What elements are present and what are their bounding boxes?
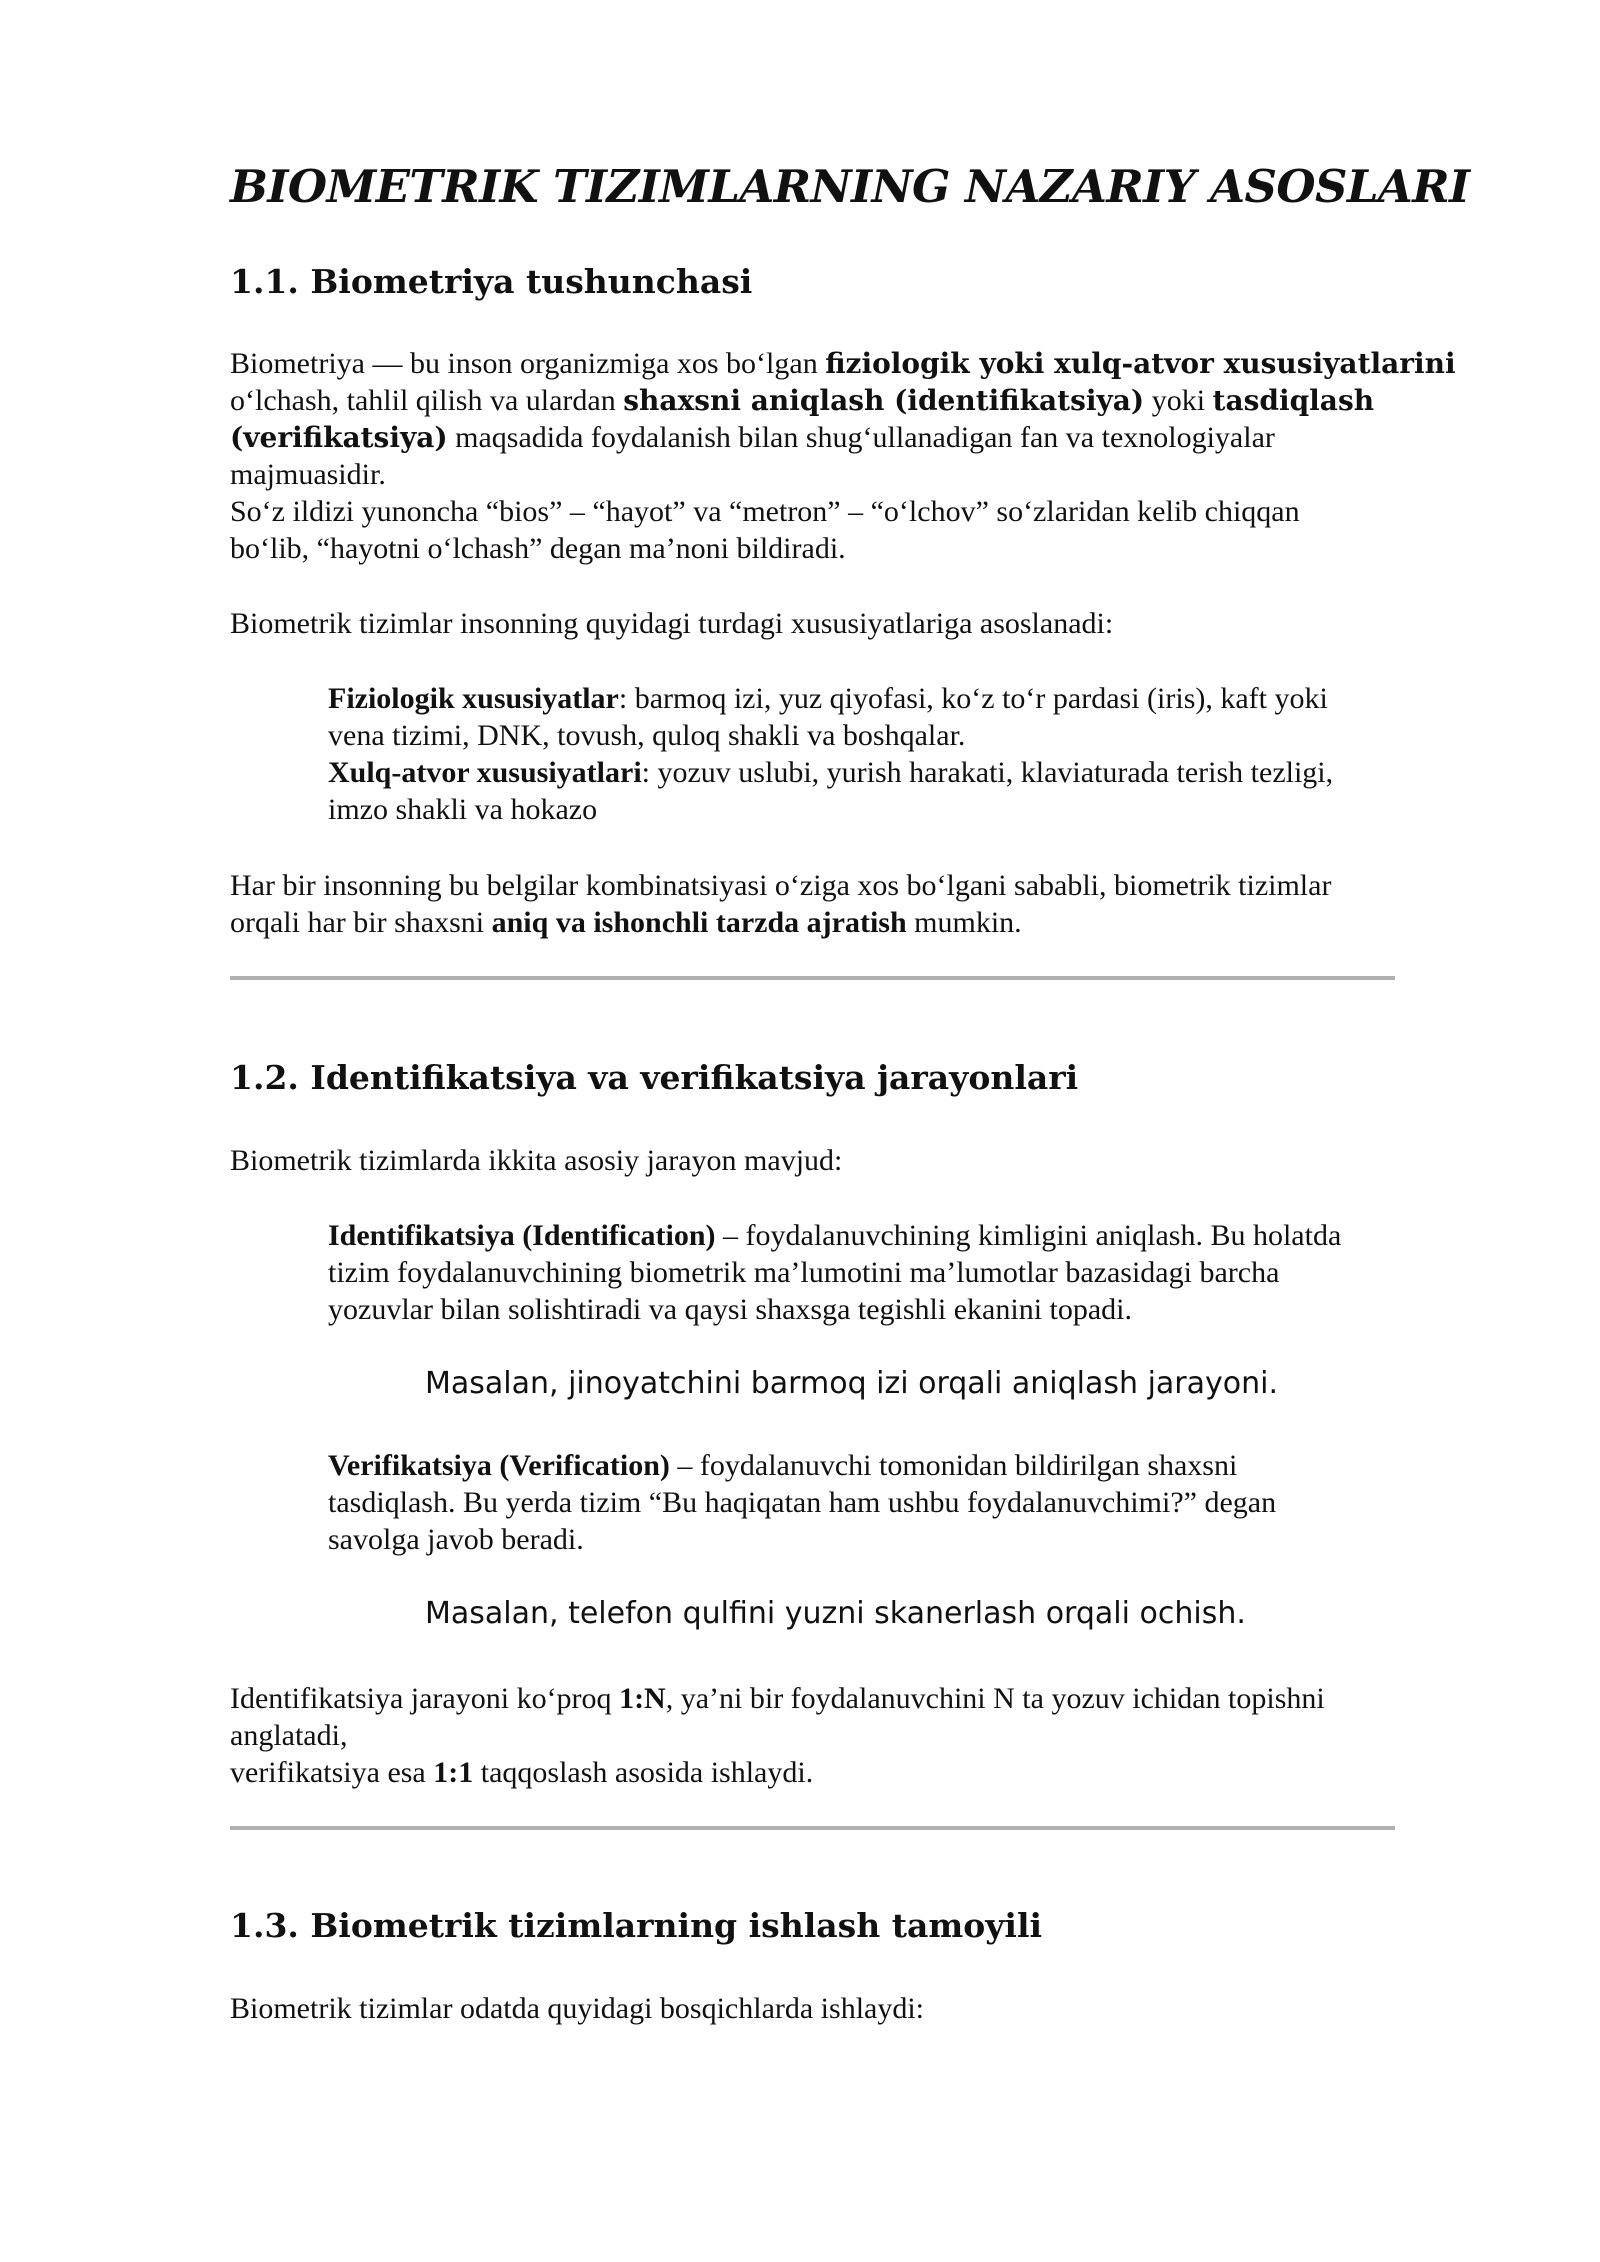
verification-line-1 xyxy=(328,1447,1237,1484)
text-run: – foydalanuvchining kimligini aniqlash. Bu holatda xyxy=(715,1219,1342,1252)
paragraph-etymology-line-1: So‘z ildizi yunoncha “bios” – “hayot” va “metron” – “o‘lchov” so‘zlaridan kelib chiqqan xyxy=(230,495,1300,528)
section-heading-1-2: 1.2. Identifikatsiya va verifikatsiya jarayonlari xyxy=(230,1058,1079,1097)
list-item-behavioral-line-1 xyxy=(328,754,1333,791)
section-heading-1-1: 1.1. Biometriya tushunchasi xyxy=(230,262,753,301)
bold-term: fiziologik yoki xulq-atvor xususiyatlarini xyxy=(825,347,1456,380)
horizontal-divider xyxy=(230,976,1395,980)
identification-line-2: tizim foydalanuvchining biometrik ma’lumotini ma’lumotlar bazasidagi barcha xyxy=(328,1256,1280,1289)
bold-term: (verifikatsiya) xyxy=(230,421,448,454)
document-title: BIOMETRIK TIZIMLARNING NAZARIY ASOSLARI xyxy=(230,160,1470,213)
text-run: Biometriya — bu inson organizmiga xos bo‘lgan xyxy=(230,347,826,380)
paragraph-uniqueness-line-1: Har bir insonning bu belgilar kombinatsiyasi o‘ziga xos bo‘lgani sababli, biometrik tizimlar xyxy=(230,869,1332,902)
verification-line-3: savolga javob beradi. xyxy=(328,1523,584,1556)
paragraph-stages-intro: Biometrik tizimlar odatda quyidagi bosqichlarda ishlaydi: xyxy=(230,1992,925,2025)
text-run: yoki xyxy=(1144,384,1213,417)
bold-term: 1:1 xyxy=(433,1756,474,1789)
summary-line-3 xyxy=(230,1754,813,1791)
paragraph-definition-line-4: majmuasidir. xyxy=(230,458,386,491)
bold-term: Verifikatsiya (Verification) xyxy=(328,1449,670,1482)
bold-term: Fiziologik xususiyatlar xyxy=(328,682,619,715)
paragraph-definition-line-2 xyxy=(230,382,1374,419)
text-run: , ya’ni bir foydalanuvchini N ta yozuv ichidan topishni xyxy=(665,1682,1325,1715)
paragraph-processes-intro: Biometrik tizimlarda ikkita asosiy jarayon mavjud: xyxy=(230,1144,843,1177)
verification-example: Masalan, telefon qulfini yuzni skanerlash orqali ochish. xyxy=(425,1596,1246,1631)
text-run: : yozuv uslubi, yurish harakati, klaviaturada terish tezligi, xyxy=(641,756,1334,789)
horizontal-divider xyxy=(230,1826,1395,1830)
bold-term: Identifikatsiya (Identification) xyxy=(328,1219,716,1252)
verification-line-2: tasdiqlash. Bu yerda tizim “Bu haqiqatan ham ushbu foydalanuvchimi?” degan xyxy=(328,1486,1277,1519)
text-run: maqsadida foydalanish bilan shug‘ullanadigan fan va texnologiyalar xyxy=(447,421,1275,454)
section-heading-1-3: 1.3. Biometrik tizimlarning ishlash tamoyili xyxy=(230,1906,1043,1945)
paragraph-uniqueness-line-2 xyxy=(230,904,1022,941)
bold-term: tasdiqlash xyxy=(1212,384,1375,417)
paragraph-etymology-line-2: bo‘lib, “hayotni o‘lchash” degan ma’noni bildiradi. xyxy=(230,532,846,565)
paragraph-definition-line-3 xyxy=(230,419,1275,456)
list-item-physiological-line-2: vena tizimi, DNK, tovush, quloq shakli va boshqalar. xyxy=(328,719,966,752)
text-run: verifikatsiya esa xyxy=(230,1756,434,1789)
text-run: – foydalanuvchi tomonidan bildirilgan shaxsni xyxy=(669,1449,1238,1482)
identification-line-1 xyxy=(328,1217,1341,1254)
text-run: taqqoslash asosida ishlaydi. xyxy=(473,1756,814,1789)
text-run: : barmoq izi, yuz qiyofasi, ko‘z to‘r pardasi (iris), kaft yoki xyxy=(618,682,1328,715)
identification-example: Masalan, jinoyatchini barmoq izi orqali aniqlash jarayoni. xyxy=(425,1366,1278,1401)
list-item-behavioral-line-2: imzo shakli va hokazo xyxy=(328,793,598,826)
text-run: mumkin. xyxy=(906,906,1022,939)
text-run: Identifikatsiya jarayoni ko‘proq xyxy=(230,1682,620,1715)
bold-term: shaxsni aniqlash (identifikatsiya) xyxy=(623,384,1145,417)
summary-line-1 xyxy=(230,1680,1325,1717)
bold-term: aniq va ishonchli tarzda ajratish xyxy=(491,906,907,939)
summary-line-2: anglatadi, xyxy=(230,1719,348,1752)
list-item-physiological-line-1 xyxy=(328,680,1328,717)
text-run: o‘lchash, tahlil qilish va ulardan xyxy=(230,384,624,417)
paragraph-bases-intro: Biometrik tizimlar insonning quyidagi turdagi xususiyatlariga asoslanadi: xyxy=(230,607,1114,640)
identification-line-3: yozuvlar bilan solishtiradi va qaysi shaxsga tegishli ekanini topadi. xyxy=(328,1293,1133,1326)
text-run: orqali har bir shaxsni xyxy=(230,906,492,939)
bold-term: 1:N xyxy=(619,1682,666,1715)
paragraph-definition-line-1 xyxy=(230,345,1456,382)
bold-term: Xulq-atvor xususiyatlari xyxy=(328,756,642,789)
